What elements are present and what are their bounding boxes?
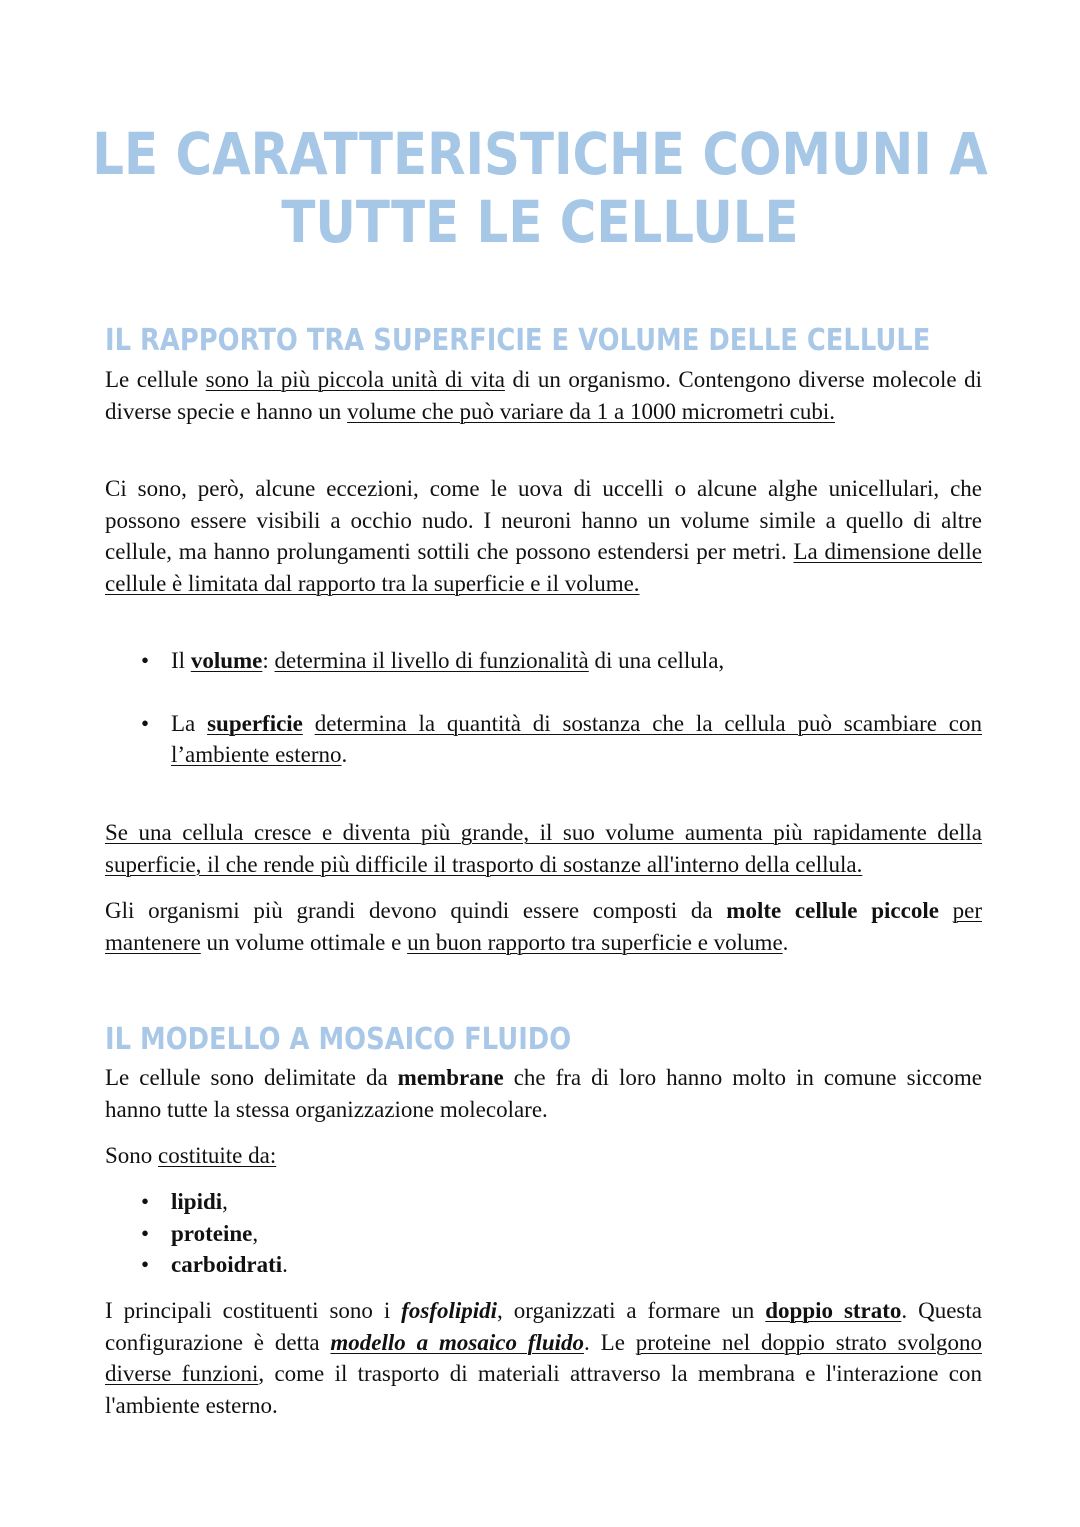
underlined-text: volume che può variare da 1 a 1000 micrometri cubi. (347, 398, 836, 424)
paragraph-growth (105, 817, 982, 880)
text: di una cellula, (588, 648, 725, 673)
bold-text: molte cellule piccole (726, 898, 939, 923)
text: . Le (584, 1329, 636, 1355)
list-item (105, 1218, 982, 1250)
page-title (76, 120, 1005, 256)
page-title-line-2: TUTTE LE CELLULE (281, 188, 799, 256)
bullet-icon: • (141, 1220, 150, 1246)
list-item (105, 1186, 982, 1218)
paragraph-organisms (105, 895, 982, 958)
bold-italic-text: fosfolipidi (401, 1298, 498, 1323)
text: . (782, 929, 789, 955)
text: Le cellule (105, 367, 206, 392)
text: Il (171, 648, 191, 673)
underlined-text: Se una cellula cresce e diventa più grande, il suo volume aumenta più rapidamente della superficie, il che rende più difficile il trasporto di sostanze all'interno della cellula. (105, 820, 982, 877)
paragraph-cell-definition (105, 364, 982, 427)
bold-italic-underlined-text: modello a mosaico fluido (330, 1329, 585, 1355)
bold-term-surface: superficie (207, 710, 303, 736)
paragraph-constituents-intro (105, 1140, 982, 1172)
bullet-list-constituents (105, 1186, 982, 1281)
text: , come il trasporto di materiali attraverso la membrana e l'interazione con l'ambiente esterno. (105, 1361, 982, 1418)
underlined-text: La dimensione delle cellule è limitata dal rapporto tra la superficie e il volume. (105, 539, 982, 596)
text: Gli organismi più grandi devono quindi essere composti da (105, 898, 727, 923)
paragraph-phospholipids (105, 1295, 982, 1421)
text: . Questa configurazione è detta (105, 1298, 982, 1355)
section-heading-fluid-mosaic: IL MODELLO A MOSAICO FLUIDO (105, 1022, 572, 1057)
text: un volume ottimale e (200, 929, 408, 955)
paragraph-exceptions (105, 473, 982, 599)
text: I principali costituenti sono i (105, 1298, 402, 1323)
text: La (171, 710, 208, 736)
list-item-label: proteine (171, 1220, 253, 1246)
page-title-line-1: LE CARATTERISTICHE COMUNI A (92, 120, 988, 188)
underlined-text: determina il livello di funzionalità (274, 648, 589, 673)
text: . (341, 742, 348, 767)
underlined-text: sono la più piccola unità di vita (205, 367, 505, 392)
text: , (252, 1220, 259, 1246)
text: di un organismo. Contengono diverse molecole di diverse specie e hanno un (105, 367, 982, 424)
underlined-text: per mantenere (105, 898, 983, 955)
text: Sono (105, 1143, 159, 1168)
text: , (222, 1189, 228, 1214)
list-item-label: lipidi (171, 1189, 223, 1214)
bullet-icon: • (141, 1252, 150, 1277)
text: , organizzati a formare un (497, 1298, 766, 1323)
text (303, 711, 315, 736)
bullet-icon: • (141, 1189, 150, 1214)
text (939, 898, 953, 923)
underlined-text: determina la quantità di sostanza che la cellula può scambiare con l’ambiente esterno (171, 710, 982, 767)
bullet-list-volume-surface (105, 645, 982, 771)
underlined-text: proteine nel doppio strato svolgono diverse funzioni (105, 1329, 982, 1386)
bold-text: membrane (397, 1065, 504, 1090)
bullet-icon: • (141, 710, 150, 736)
list-item (105, 708, 982, 771)
underlined-text: costituite da: (158, 1143, 277, 1168)
underlined-text: un buon rapporto tra superficie e volume (407, 929, 783, 955)
text: che fra di loro hanno molto in comune siccome hanno tutte la stessa organizzazione molecolare. (105, 1065, 982, 1122)
text: Ci sono, però, alcune eccezioni, come le uova di uccelli o alcune alghe unicellulari, che possono essere visibili a occhio nudo. I neuroni hanno un volume simile a quello di altre cellule, ma hanno prolungamenti sottili che possono estendersi per metri. (105, 476, 982, 564)
paragraph-membranes (105, 1062, 982, 1125)
list-item-label: carboidrati (171, 1252, 283, 1277)
bold-underlined-text: doppio strato (765, 1298, 902, 1323)
bold-term-volume: volume (190, 648, 263, 673)
text: Le cellule sono delimitate da (105, 1065, 398, 1090)
section-heading-surface-volume: IL RAPPORTO TRA SUPERFICIE E VOLUME DELLE CELLULE (105, 323, 931, 358)
list-item (105, 1249, 982, 1281)
bullet-icon: • (141, 648, 150, 673)
text: : (262, 648, 275, 673)
text: . (282, 1252, 288, 1277)
list-item (105, 645, 982, 677)
